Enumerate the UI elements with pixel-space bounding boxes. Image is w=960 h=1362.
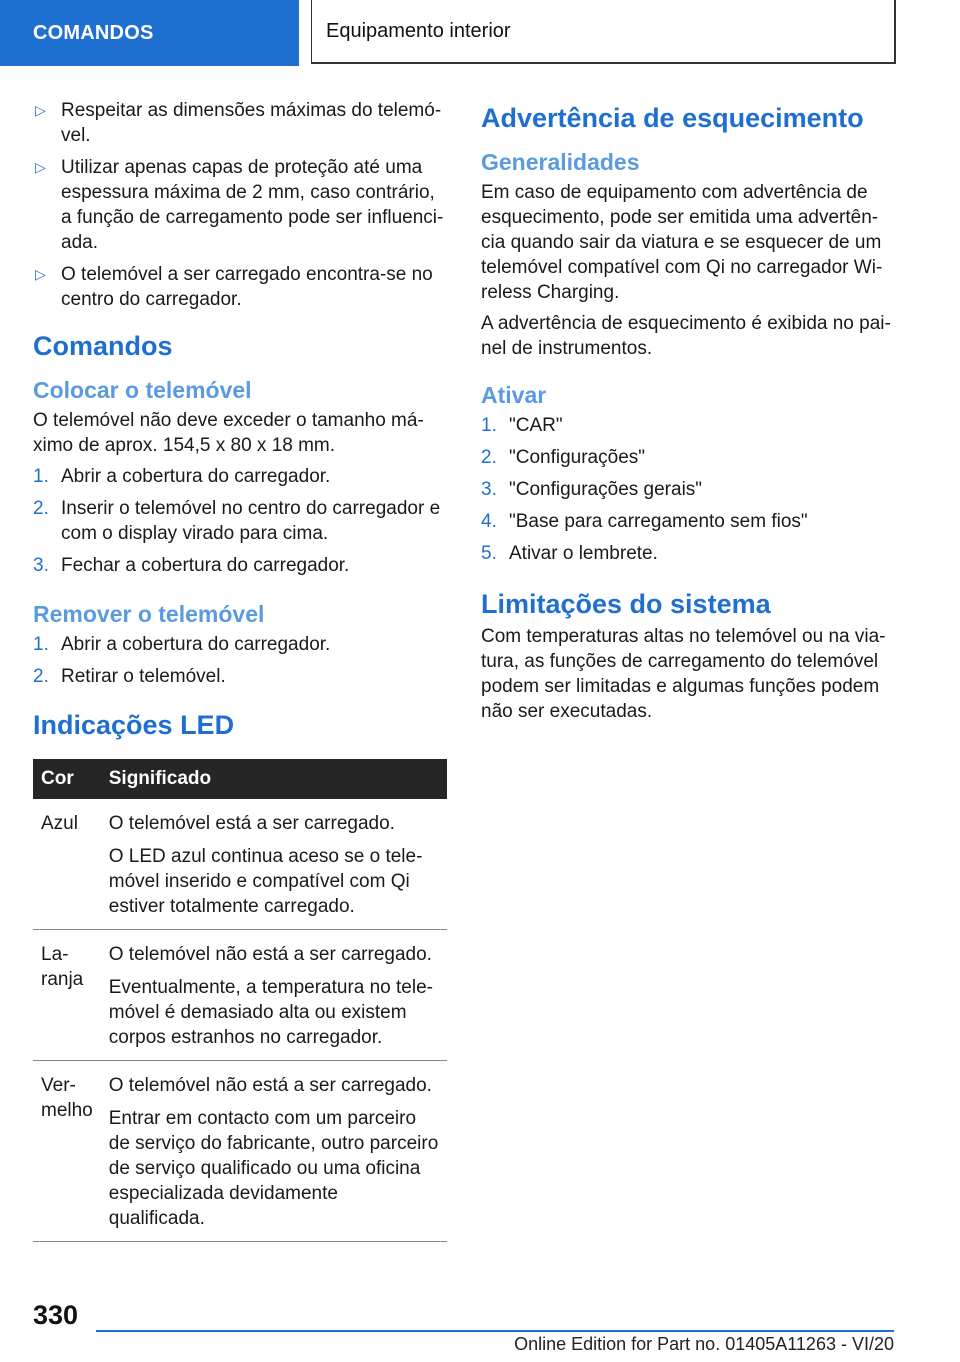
heading-comandos: Comandos: [33, 331, 173, 361]
table-row: [33, 930, 447, 1061]
heading-colocar: Colocar o telemóvel: [33, 377, 252, 403]
list-item: 2. Inserir o telemóvel no centro do carregador e com o display virado para cima.: [33, 498, 441, 544]
list-item: 4. "Base para carregamento sem fios": [481, 511, 808, 532]
meaning-cell: O telemóvel não está a ser carregado. Entrar em contacto com um parceiro de serviço do fabricante, outro parceiro de serviço qualificado ou uma oficina especializada devidamente qualificada.: [101, 1061, 447, 1242]
chapter-title: Equipamento interior: [326, 19, 511, 42]
right-column: [481, 98, 891, 730]
list-item: 2. "Configurações": [481, 447, 646, 468]
generalidades-text-1: Em caso de equipamento com advertência de esquecimento, pode ser emitida uma advertência quando sair da viatura e se esquecer de um telemóvel compatível com Qi no carregador Wireless Charging.: [481, 182, 883, 303]
section-tab: [0, 0, 299, 66]
list-item: ▷ Utilizar apenas capas de proteção até uma espessura máxima de 2 mm, caso contrário, a função de carregamento pode ser influenciada.: [35, 157, 444, 253]
list-item: ▷ Respeitar as dimensões máximas do telemóvel.: [35, 100, 442, 146]
table-header-row: [33, 759, 447, 799]
heading-remover: Remover o telemóvel: [33, 601, 265, 627]
edition-footer: Online Edition for Part no. 01405A11263 - VI/20: [514, 1334, 894, 1354]
page-number: 330: [33, 1300, 79, 1330]
meaning-cell: O telemóvel está a ser carregado. O LED azul continua aceso se o telemóvel inserido e compatível com Qi estiver totalmente carregado.: [101, 799, 447, 930]
triangle-bullet-icon: ▷: [35, 102, 46, 118]
heading-generalidades: Generalidades: [481, 149, 640, 175]
triangle-bullet-icon: ▷: [35, 159, 46, 175]
list-item: 1. "CAR": [481, 415, 563, 436]
colocar-text: O telemóvel não deve exceder o tamanho máximo de aprox. 154,5 x 80 x 18 mm.: [33, 410, 424, 456]
ativar-steps: [481, 413, 891, 566]
chapter-header: [311, 0, 896, 64]
table-row: [33, 1061, 447, 1242]
colocar-steps: [33, 464, 447, 578]
footer-divider: [96, 1330, 894, 1332]
column-header: Significado: [101, 759, 447, 799]
limitacoes-text: Com temperaturas altas no telemóvel ou na viatura, as funções de carregamento do telemóvel podem ser limitadas e algumas funções podem não ser executadas.: [481, 626, 886, 722]
list-item: ▷ O telemóvel a ser carregado encontra-se no centro do carregador.: [35, 264, 433, 310]
color-cell: Azul: [33, 799, 101, 930]
list-item: 2. Retirar o telemóvel.: [33, 666, 226, 687]
heading-ativar: Ativar: [481, 382, 547, 408]
color-cell: Laranja: [33, 930, 101, 1061]
heading-advertencia: Advertência de esquecimento: [481, 103, 864, 133]
list-item: 5. Ativar o lembrete.: [481, 543, 658, 564]
remover-steps: [33, 632, 447, 689]
color-cell: Vermelho: [33, 1061, 101, 1242]
list-item: 3. "Configurações gerais": [481, 479, 703, 500]
heading-led: Indicações LED: [33, 710, 235, 740]
generalidades-text-2: A advertência de esquecimento é exibida no painel de instrumentos.: [481, 313, 891, 359]
column-header: Cor: [33, 759, 101, 799]
list-item: 1. Abrir a cobertura do carregador.: [33, 466, 331, 487]
requirements-list: [33, 98, 447, 312]
section-title: COMANDOS: [33, 21, 154, 44]
list-item: 3. Fechar a cobertura do carregador.: [33, 555, 350, 576]
meaning-cell: O telemóvel não está a ser carregado. Eventualmente, a temperatura no telemóvel é demasiado alta ou existem corpos estranhos no carregador.: [101, 930, 447, 1061]
led-table: [33, 759, 447, 1242]
table-row: [33, 799, 447, 930]
left-column: [33, 98, 447, 1242]
triangle-bullet-icon: ▷: [35, 266, 46, 282]
list-item: 1. Abrir a cobertura do carregador.: [33, 634, 331, 655]
heading-limitacoes: Limitações do sistema: [481, 589, 771, 619]
